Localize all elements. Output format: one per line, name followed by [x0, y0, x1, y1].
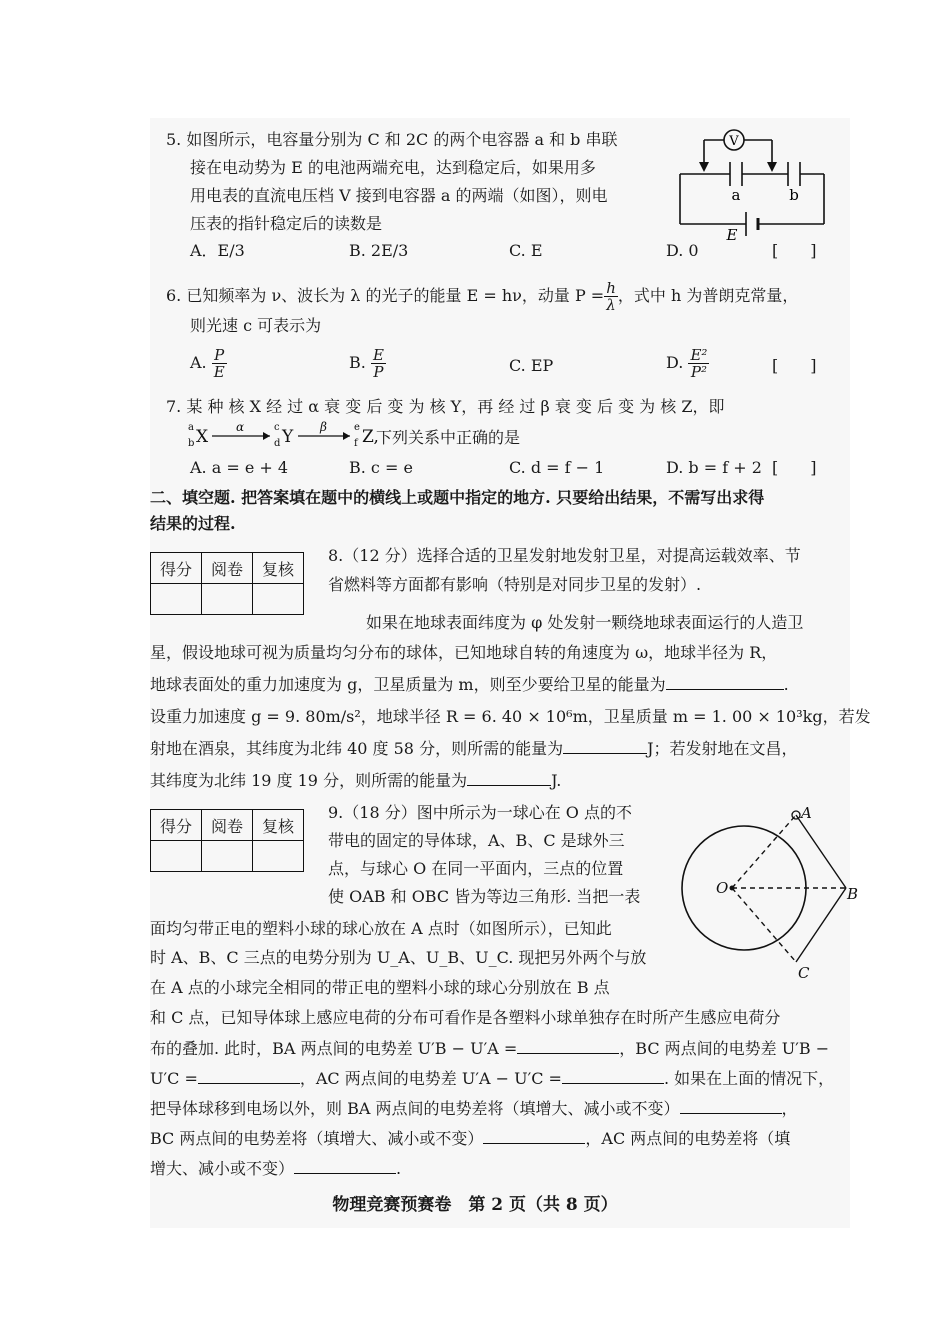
q9-line3: 点，与球心 O 在同一平面内，三点的位置 [328, 859, 624, 878]
q9-score-table [150, 809, 304, 872]
svg-text:Y: Y [282, 427, 294, 447]
q9-line12 [150, 1128, 790, 1150]
svg-text:c: c [274, 422, 280, 433]
q9-line12-text-a: BC 两点间的电势差将（填增大、减小或不变） [150, 1129, 484, 1148]
q9-line9-text-b: ，BC 两点间的电势差 U′B − [619, 1039, 830, 1058]
score-cell-fuhe[interactable] [253, 584, 304, 615]
svg-text:X: X [196, 427, 209, 447]
q9-line7: 在 A 点的小球完全相同的带正电的塑料小球的球心分别放在 B 点 [150, 978, 610, 997]
q8-line2: 省燃料等方面都有影响（特别是对同步卫星的发射）. [328, 575, 702, 594]
q6-answer-bracket: [ ] [772, 356, 817, 375]
q5-answer-bracket: [ ] [772, 241, 817, 260]
q9-line13 [150, 1158, 401, 1180]
q9-line6: 时 A、B、C 三点的电势分别为 U_A、U_B、U_C. 现把另外两个与放 [150, 948, 647, 967]
q7-line1: 7. 某 种 核 X 经 过 α 衰 变 后 变 为 核 Y，再 经 过 β 衰 变 后 变 为 核 Z，即 [166, 397, 725, 416]
fraction-denominator: P² [690, 363, 707, 381]
q8-line8 [150, 770, 561, 792]
q5-option-b: B. 2E/3 [349, 241, 409, 260]
q7-line2-tail: 下列关系中正确的是 [376, 428, 521, 447]
fraction-numerator: P [212, 347, 227, 364]
q8-line4: 星，假设地球可视为质量均匀分布的球体，已知地球自转的角速度为 ω，地球半径为 R， [150, 643, 778, 662]
q9-line11-text-b: ， [781, 1099, 798, 1118]
q9-answer-blank-ba-change[interactable] [680, 1099, 782, 1114]
q9-answer-blank-bc[interactable] [198, 1069, 300, 1084]
q9-line10-text-a: U′C = [150, 1069, 198, 1088]
q6-option-c: C. EP [509, 356, 554, 375]
q8-line5: 地球表面处的重力加速度为 g，卫星质量为 m，则至少要给卫星的能量为 . [150, 675, 789, 694]
point-c-label: C [798, 964, 810, 982]
q5-line4: 压表的指针稳定后的读数是 [190, 214, 383, 233]
q9-line2: 带电的固定的导体球，A、B、C 是球外三 [328, 831, 625, 850]
option-label: A. [190, 353, 207, 372]
q7-decay-equation [186, 420, 379, 450]
score-cell-fuhe[interactable] [253, 841, 304, 872]
q6-line1 [166, 280, 798, 313]
score-cell-defen[interactable] [151, 584, 202, 615]
q8-line7-text-a: 射地在酒泉，其纬度为北纬 40 度 58 分，则所需的能量为 [150, 739, 564, 758]
point-b-label: B [847, 885, 859, 903]
option-label: B. [349, 353, 366, 372]
q8-line5-text: 地球表面处的重力加速度为 g，卫星质量为 m，则至少要给卫星的能量为 [150, 675, 666, 694]
fraction-denominator: P [373, 363, 384, 381]
q9-line10-text-b: ，AC 两点间的电势差 U′A − U′C = [299, 1069, 562, 1088]
section2-heading-line2: 结果的过程. [150, 514, 236, 533]
capacitor-b-label: b [789, 186, 799, 204]
svg-text:β: β [320, 420, 327, 434]
q9-answer-blank-bc-change[interactable] [483, 1129, 585, 1144]
q6-line1-text-a: 6. 已知频率为 ν、波长为 λ 的光子的能量 E = hν，动量 P = [166, 286, 605, 305]
q9-answer-blank-ba[interactable] [517, 1039, 619, 1054]
q9-line9 [150, 1038, 829, 1060]
option-label: D. [666, 353, 684, 372]
score-header-defen: 得分 [151, 553, 202, 584]
q7-option-b: B. c = e [349, 458, 413, 477]
score-cell-yuejuan[interactable] [202, 841, 253, 872]
svg-text:e: e [354, 422, 360, 433]
svg-text:a: a [188, 422, 194, 433]
q7-option-a: A. a = e + 4 [190, 458, 289, 477]
q9-line11-text-a: 把导体球移到电场以外，则 BA 两点间的电势差将（填增大、减小或不变） [150, 1099, 680, 1118]
q9-line10-text-c: . 如果在上面的情况下， [663, 1069, 835, 1088]
fraction-numerator: h [606, 279, 616, 297]
q7-answer-bracket: [ ] [772, 458, 817, 477]
score-header-fuhe: 复核 [253, 553, 304, 584]
q7-option-c: C. d = f − 1 [509, 458, 605, 477]
q9-line5: 面均匀带正电的塑料小球的球心放在 A 点时（如图所示），已知此 [150, 919, 612, 938]
q5-option-a: A．E/3 [190, 241, 245, 260]
center-point-o [730, 886, 735, 891]
q9-line1: 9.（18 分）图中所示为一球心在 O 点的不 [328, 803, 633, 822]
score-header-yuejuan: 阅卷 [202, 553, 253, 584]
q7-option-d: D. b = f + 2 [666, 458, 762, 477]
q8-line1: 8.（12 分）选择合适的卫星发射地发射卫星，对提高运载效率、节 [328, 546, 801, 565]
q9-line9-text-a: 布的叠加. 此时，BA 两点间的电势差 U′B − U′A = [150, 1039, 518, 1058]
fraction-denominator: E [213, 363, 225, 381]
q5-line2: 接在电动势为 E 的电池两端充电，达到稳定后，如果用多 [190, 158, 596, 177]
q5-circuit-diagram [672, 126, 832, 242]
q8-answer-blank-energy-formula[interactable] [666, 675, 784, 690]
point-o-label: O [716, 879, 729, 897]
page-footer: 物理竞赛预赛卷 第 2 页（共 8 页） [332, 1195, 618, 1215]
q5-option-d: D. 0 [666, 241, 699, 260]
q5-line3: 用电表的直流电压档 V 接到电容器 a 的两端（如图），则电 [190, 186, 608, 205]
battery-label: E [726, 226, 738, 244]
q9-line12-text-b: ，AC 两点间的电势差将（填 [585, 1129, 791, 1148]
capacitor-a-label: a [731, 186, 741, 204]
point-a-label: A [801, 804, 812, 822]
svg-text:Z,: Z, [362, 427, 379, 447]
fraction-numerator: E [372, 346, 384, 364]
q6-line1-text-b: ，式中 h 为普朗克常量， [617, 286, 799, 305]
score-header-fuhe: 复核 [253, 810, 304, 841]
q6-option-d [666, 347, 709, 380]
fraction-denominator: λ [606, 296, 616, 314]
voltmeter-label: V [729, 134, 739, 149]
q8-line8-text-a: 其纬度为北纬 19 度 19 分，则所需的能量为 [150, 771, 468, 790]
q6-line2: 则光速 c 可表示为 [190, 316, 322, 335]
q6-option-a [190, 347, 227, 380]
q6-option-b [349, 347, 386, 380]
q6-momentum-fraction [604, 280, 618, 313]
section2-heading-line1: 二、填空题. 把答案填在题中的横线上或题中指定的地方. 只要给出结果，不需写出求得 [150, 488, 765, 507]
q8-line7 [150, 738, 798, 760]
score-cell-defen[interactable] [151, 841, 202, 872]
q8-line8-text-b: J. [551, 771, 562, 790]
fraction-numerator: E² [690, 346, 708, 364]
q9-sphere-diagram [684, 800, 860, 990]
q9-answer-blank-ac[interactable] [562, 1069, 664, 1084]
svg-text:f: f [354, 438, 358, 449]
q8-line6: 设重力加速度 g = 9. 80m/s²，地球半径 R = 6. 40 × 10⁶m，卫星质量 m = 1. 00 × 10³kg，若发 [150, 707, 871, 726]
svg-text:d: d [274, 438, 281, 449]
q5-line1: 5. 如图所示，电容量分别为 C 和 2C 的两个电容器 a 和 b 串联 [166, 130, 618, 149]
q5-option-c: C. E [509, 241, 543, 260]
score-header-defen: 得分 [151, 810, 202, 841]
q8-line7-text-b: J；若发射地在文昌， [647, 739, 798, 758]
q9-line8: 和 C 点，已知导体球上感应电荷的分布可看作是各塑料小球单独存在时所产生感应电荷分 [150, 1008, 781, 1027]
svg-text:b: b [188, 438, 195, 449]
q8-score-table [150, 552, 304, 615]
q9-line11 [150, 1098, 798, 1120]
q9-line13-text-b: . [396, 1159, 402, 1178]
q9-answer-blank-ac-change[interactable] [294, 1159, 396, 1174]
score-cell-yuejuan[interactable] [202, 584, 253, 615]
q9-line10 [150, 1068, 834, 1090]
score-header-yuejuan: 阅卷 [202, 810, 253, 841]
q9-line13-text-a: 增大、减小或不变） [150, 1159, 295, 1178]
q8-answer-blank-jiuquan[interactable] [563, 739, 647, 754]
q9-line4: 使 OAB 和 OBC 皆为等边三角形. 当把一表 [328, 887, 641, 906]
q8-line3: 如果在地球表面纬度为 φ 处发射一颗绕地球表面运行的人造卫 [366, 613, 804, 632]
q8-answer-blank-wenchang[interactable] [467, 771, 551, 786]
svg-text:α: α [236, 420, 245, 434]
